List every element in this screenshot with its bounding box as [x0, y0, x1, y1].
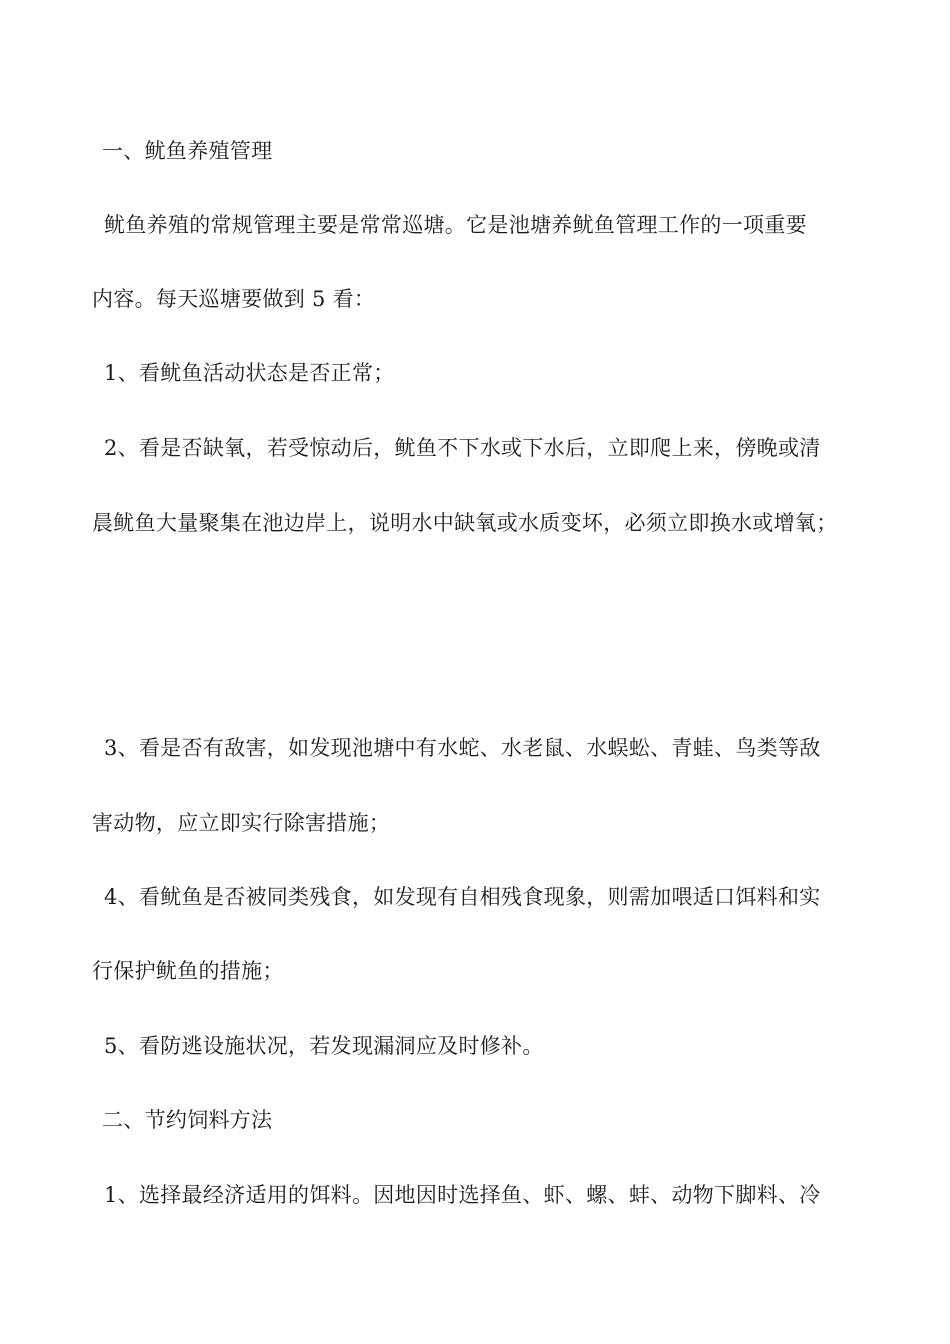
list-item: 1、选择最经济适用的饵料。因地因时选择鱼、虾、螺、蚌、动物下脚料、冷 [104, 1183, 821, 1207]
list-item: 2、看是否缺氧，若受惊动后，鱿鱼不下水或下水后，立即爬上来，傍晚或清 [104, 436, 821, 460]
list-item-continuation: 害动物，应立即实行除害措施； [92, 811, 391, 835]
list-item: 1、看鱿鱼活动状态是否正常； [104, 361, 395, 385]
list-item: 3、看是否有敌害，如发现池塘中有水蛇、水老鼠、水蜈蚣、青蛙、鸟类等敌 [104, 736, 821, 760]
list-item-continuation: 行保护鱿鱼的措施； [92, 959, 284, 983]
list-item: 4、看鱿鱼是否被同类残食，如发现有自相残食现象，则需加喂适口饵料和实 [104, 885, 821, 909]
paragraph-line: 鱿鱼养殖的常规管理主要是常常巡塘。它是池塘养鱿鱼管理工作的一项重要 [104, 213, 807, 237]
list-item-continuation: 晨鱿鱼大量聚集在池边岸上，说明水中缺氧或水质变坏，必须立即换水或增氧； [92, 511, 838, 535]
list-item: 5、看防逃设施状况，若发现漏洞应及时修补。 [104, 1034, 544, 1058]
paragraph-line: 内容。每天巡塘要做到 5 看： [92, 287, 376, 311]
section-heading-2: 二、节约饲料方法 [102, 1108, 273, 1132]
section-heading-1: 一、鱿鱼养殖管理 [102, 139, 273, 163]
